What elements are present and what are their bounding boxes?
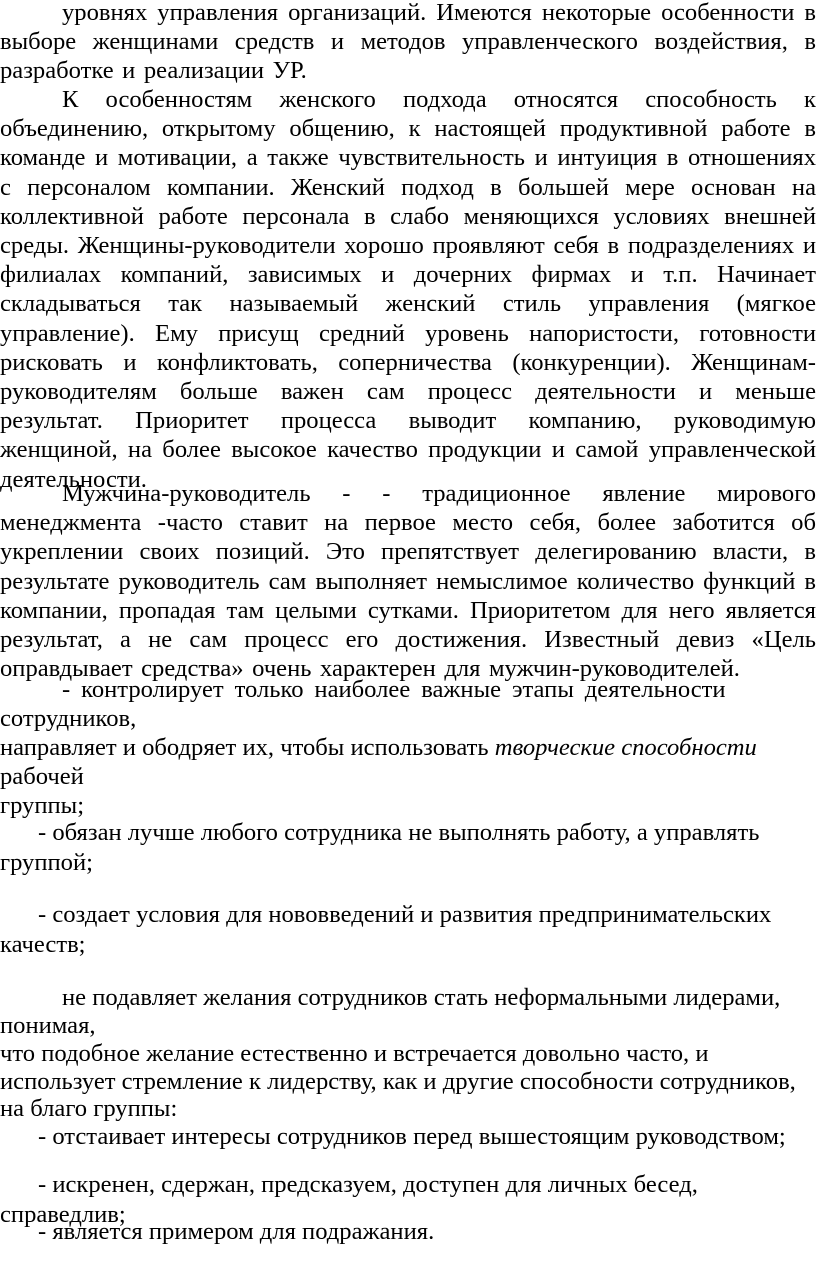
paragraph-1: уровнях управления организаций. Имеются некоторые особенности в выборе женщинами средств и методов управленческого воздействия, в разработке и реализации УР. <box>0 0 816 85</box>
paragraph-3: Мужчина-руководитель - - традиционное явление мирового менеджмента -часто ставит на первое место себя, более заботится об укреплении своих позиций. Это препятствует делегированию власти, в результате руководитель сам выполняет немыслимое количество функций в компании, пропадая там целыми сутками. Приоритетом для него является результат, а не сам процесс его достижения. Известный девиз «Цель оправдывает средства» очень характерен для мужчин-руководителей. <box>0 480 816 683</box>
list-item-5: - отстаивает интересы сотрудников перед вышестоящим руководством; <box>38 1123 786 1150</box>
list-item-1-line-1: - контролирует только наиболее важные этапы деятельности <box>62 676 726 703</box>
list-item-1-line-4: рабочей <box>0 763 84 790</box>
list-item-4-line-5: на благо группы: <box>0 1095 178 1122</box>
list-item-4-line-3: что подобное желание естественно и встречается довольно часто, и <box>0 1040 709 1067</box>
list-item-2: - обязан лучше любого сотрудника не выполнять работу, а управлять группой; <box>0 819 760 876</box>
list-item-1-line-2: сотрудников, <box>0 705 137 732</box>
list-item-6: - искренен, сдержан, предсказуем, доступен для личных бесед, справедлив; <box>0 1171 698 1228</box>
list-item-4-line-4: использует стремление к лидерству, как и другие способности сотрудников, <box>0 1068 796 1095</box>
list-item-4-line-2: понимая, <box>0 1012 96 1039</box>
paragraph-2: К особенностям женского подхода относятся способность к объединению, открытому общению, к настоящей продуктивной работе в команде и мотивации, а также чувствительность и интуиция в отношениях с персоналом компании. Женский подход в большей мере основан на коллективной работе персонала в слабо меняющихся условиях внешней среды. Женщины-руководители хорошо проявляют себя в подразделениях и филиалах компаний, зависимых и дочерних фирмах и т.п. Начинает складываться так называемый женский стиль управления (мягкое управление). Ему присущ средний уровень напористости, готовности рисковать и конфликтовать, соперничества (конкуренции). Женщинам-руководителям больше важен сам процесс деятельности и меньше результат. Приоритет процесса выводит компанию, руководимую женщиной, на более высокое качество продукции и самой управленческой деятельности. <box>0 86 816 493</box>
list-item-1-line-3 <box>0 733 757 762</box>
list-item-1-line-5: группы; <box>0 792 85 819</box>
list-item-4-line-1: не подавляет желания сотрудников стать неформальными лидерами, <box>62 984 781 1011</box>
list-item-7: - является примером для подражания. <box>38 1218 435 1245</box>
list-item-1-text: направляет и ободряет их, чтобы использовать <box>0 734 495 761</box>
emphasis-creative-abilities: творческие способности <box>494 734 757 761</box>
list-item-3: - создает условия для нововведений и развития предпринимательских качеств; <box>0 901 772 958</box>
